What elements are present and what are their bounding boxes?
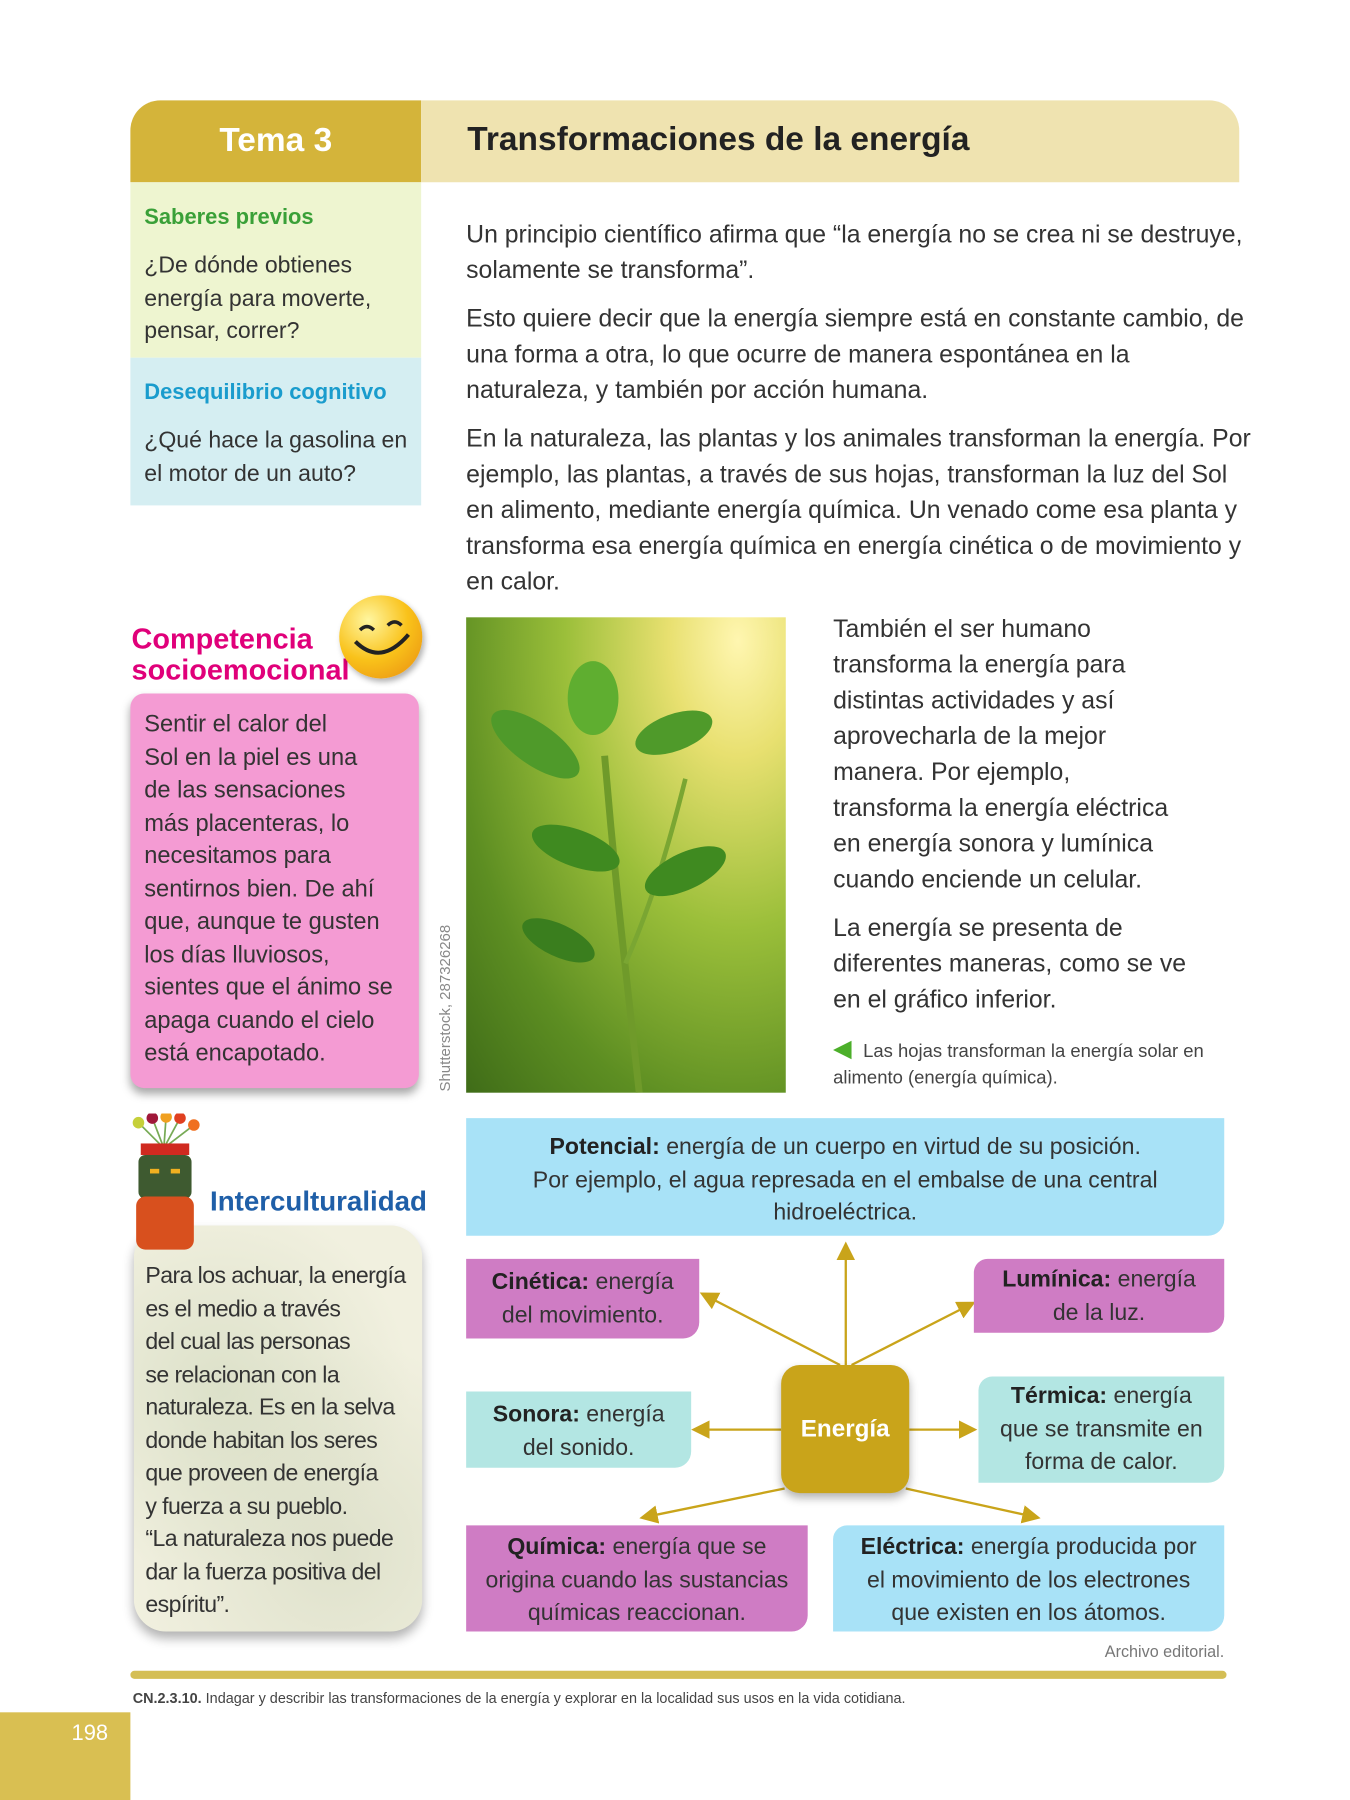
curriculum-standard: [133, 1690, 906, 1706]
desequilibrio-box: [130, 358, 421, 506]
interculturalidad-box: [134, 1225, 422, 1631]
cinetica-box: [466, 1259, 699, 1339]
page-tab: [0, 1712, 130, 1800]
luminica-box: [974, 1259, 1224, 1333]
triangle-pointer-icon: [833, 1041, 851, 1059]
competencia-heading: Competencia socioemocional: [131, 623, 350, 687]
desequilibrio-text: ¿Qué hace la gasolina en el motor de un auto?: [144, 428, 408, 487]
arrow-to-cinetica: [704, 1295, 840, 1365]
plant-photo: [466, 617, 786, 1092]
quimica-box: [466, 1525, 808, 1631]
standard-code: CN.2.3.10.: [132, 1690, 202, 1707]
term: Potencial:: [549, 1134, 660, 1160]
title-bar: [421, 100, 1239, 182]
photo-credit: Shutterstock, 287326268: [436, 924, 454, 1092]
arrow-to-electrica: [906, 1488, 1036, 1517]
paragraph: Esto quiere decir que la energía siempre está en constante cambio, de una forma a otra, lo que ocurre de manera espontánea en la naturaleza, y también por acción humana.: [466, 304, 1244, 404]
saberes-heading: Saberes previos: [144, 205, 314, 230]
term: Térmica:: [1010, 1383, 1108, 1409]
term: Eléctrica:: [860, 1534, 965, 1561]
term: Química:: [507, 1534, 607, 1561]
definition: energía que se transmite en forma de calor.: [1000, 1383, 1203, 1475]
interculturalidad-text: Para los achuar, la energía es el medio a través del cual las personas se relacionan con la naturaleza. Es en la selva donde habitan los seres que proveen de energía y fuerza a su pueblo. “La naturaleza nos puede dar la fuerza positiva del espíritu”.: [145, 1263, 406, 1618]
competencia-box: [130, 693, 418, 1088]
smiley-icon: [339, 595, 422, 678]
paragraph: En la naturaleza, las plantas y los animales transforman la energía. Por ejemplo, las plantas, a través de sus hojas, transforman la luz del Sol en alimento, mediante energía química. Un venado come esa planta y transforma esa energía química en energía cinética o de movimiento y en calor.: [466, 424, 1251, 596]
definition: energía que se origina cuando las sustancias químicas reaccionan.: [485, 1534, 789, 1626]
page-number: 198: [71, 1721, 109, 1746]
standard-text: Indagar y describir las transformaciones de la energía y explorar en la localidad sus usos en la vida cotidiana.: [201, 1690, 906, 1707]
page-title: Transformaciones de la energía: [467, 121, 970, 159]
energia-center-node: Energía: [781, 1365, 909, 1493]
term: Lumínica:: [1002, 1266, 1112, 1293]
diagram-source: Archivo editorial.: [1104, 1641, 1225, 1661]
desequilibrio-heading: Desequilibrio cognitivo: [144, 380, 387, 406]
electrica-box: [833, 1525, 1224, 1631]
paragraph: También el ser humano transforma la energía para distintas actividades y así aprovecharla de la mejor manera. Por ejemplo, transforma la energía eléctrica en energía sonora y lumínica cuando enciende un celular.: [833, 615, 1169, 894]
saberes-text: ¿De dónde obtienes energía para moverte, pensar, correr?: [144, 252, 372, 344]
term: Sonora:: [492, 1401, 580, 1428]
footer-divider: [130, 1671, 1226, 1679]
competencia-text: Sentir el calor del Sol en la piel es una de las sensaciones más placenteras, lo necesitamos para sentirnos bien. De ahí que, aunque te gusten los días lluviosos, sientes que el ánimo se apaga cuando el cielo está encapotado.: [144, 710, 393, 1067]
paragraph: Un principio científico afirma que “la energía no se crea ni se destruye, solamente se transforma”.: [466, 220, 1243, 284]
saberes-previos-box: [130, 182, 421, 357]
achuar-figure-icon: [125, 1113, 203, 1251]
definition: energía de un cuerpo en virtud de su posición. Por ejemplo, el agua represada en el embalse de una central hidroeléctrica.: [532, 1134, 1158, 1226]
plant-illustration: [466, 617, 786, 1092]
definition: energía del movimiento.: [501, 1269, 674, 1328]
definition: energía de la luz.: [1052, 1266, 1196, 1326]
potencial-box: [466, 1118, 1224, 1236]
intro-text: [466, 217, 1251, 600]
tema-label: Tema 3: [130, 100, 421, 182]
sonora-box: [466, 1392, 691, 1468]
termica-box: [978, 1377, 1224, 1483]
photo-caption: [833, 1038, 1231, 1091]
definition: energía producida por el movimiento de los electrones que existen en los átomos.: [867, 1534, 1197, 1626]
side-text: [833, 612, 1231, 1018]
definition: energía del sonido.: [522, 1401, 665, 1461]
arrow-to-luminica: [852, 1304, 972, 1365]
arrow-to-quimica: [644, 1488, 785, 1517]
paragraph: La energía se presenta de diferentes maneras, como se ve en el gráfico inferior.: [833, 913, 1187, 1014]
term: Cinética:: [491, 1269, 590, 1295]
interculturalidad-heading: Interculturalidad: [210, 1186, 427, 1218]
caption-text: Las hojas transforman la energía solar en alimento (energía química).: [833, 1041, 1204, 1089]
